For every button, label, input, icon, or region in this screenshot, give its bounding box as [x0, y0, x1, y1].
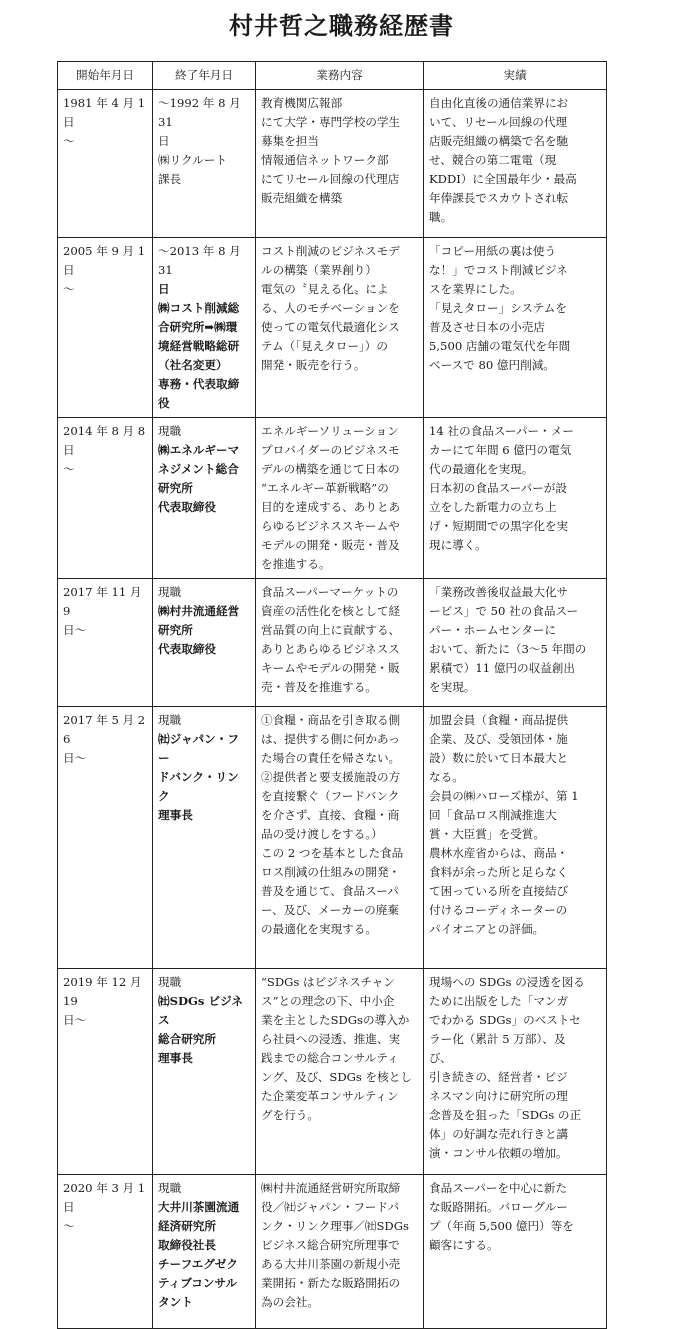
cell-line: 立をした新電力の立ち上 [429, 500, 557, 514]
header-achievements: 実績 [424, 62, 607, 90]
cell-line: た企業変革コンサルティン [261, 1089, 399, 1103]
cell-line: を直接繋ぐ（フードバンク [261, 789, 400, 803]
cell-line: ㈱コスト削減総 [158, 301, 240, 315]
cell-line: 〜 [63, 134, 75, 148]
cell-line: て困っている所を直接結び [429, 884, 569, 898]
cell-line: 日 [158, 282, 170, 296]
cell-line: ㈱村井流通経営研究所取締 [261, 1181, 401, 1195]
table-row [58, 707, 607, 969]
cell-line: いて、リセール回線の代理 [429, 115, 568, 129]
cell-line: 賞・大臣賞」を受賞。 [429, 827, 545, 841]
cell-line: ①食糧・商品を引き取る側 [261, 713, 401, 727]
cell-line: 〜 [63, 282, 75, 296]
cell-line: プ（年商 5,500 億円）等を [429, 1219, 574, 1233]
cell-line: 情報通信ネットワーク部 [261, 153, 389, 167]
achievements-cell [424, 707, 607, 969]
cell-line: グを行う。 [261, 1108, 319, 1122]
cell-line: エネルギーソリューション [261, 424, 399, 438]
cell-line: 2019 年 12 月 19 [63, 975, 146, 1008]
cell-line: ありとあらゆるビジネスス [261, 642, 400, 656]
cell-line: 電気の〝見える化〟によ [261, 282, 389, 296]
cell-line: せ、競合の第二電電（現 [429, 153, 557, 167]
cell-line: ビジネス総合研究所理事で [261, 1238, 400, 1252]
cell-line: 「見えタロー」システムを [429, 301, 567, 315]
cell-line: なる。 [429, 770, 464, 784]
cell-line: 食料が余った所と足らなく [429, 865, 569, 879]
cell-line: ルの構築（業界創り） [261, 263, 377, 277]
cell-line: 代の最適化を実現。 [429, 462, 534, 476]
work-content-cell [256, 969, 424, 1175]
start-date-cell [58, 969, 153, 1175]
cell-line: 体」の好調な売れ行きと講 [429, 1127, 569, 1141]
start-date-cell [58, 238, 153, 418]
cell-line: 日 [158, 134, 170, 148]
cell-line: 農林水産省からは、商品・ [429, 846, 569, 860]
cell-line: 目的を達成する、ありとあ [261, 500, 401, 514]
cell-line: ラー化（累計 5 万部）、及 [429, 1032, 566, 1046]
cell-line: にてリセール回線の代理店 [261, 172, 400, 186]
cell-line: を実現。 [429, 680, 476, 694]
cell-line: 14 社の食品スーパー・メー [429, 424, 574, 438]
cell-line: 現職 [158, 1181, 182, 1195]
table-row [58, 238, 607, 418]
cell-line: ネスマン向けに研究所の理 [429, 1089, 568, 1103]
cell-line: ㈳SDGs ビジネス [158, 994, 243, 1027]
cell-line: げ・短期間での黒字化を実 [429, 519, 569, 533]
cell-line: 営品質の向上に貢献する、 [261, 623, 401, 637]
end-date-cell [153, 418, 256, 579]
cell-line: 食品スーパーを中心に新た [429, 1181, 567, 1195]
cell-line: 2005 年 9 月 1 日 [63, 244, 149, 277]
end-date-cell [153, 707, 256, 969]
cell-line: 「業務改善後収益最大化サ [429, 585, 569, 599]
cell-line: 教育機関広報部 [261, 96, 343, 110]
cell-line: 付けるコーディネーターの [429, 903, 568, 917]
cell-line: ドバンク・リンク [158, 770, 239, 803]
cell-line: 研究所 [158, 481, 193, 495]
cell-line: 現場への SDGs の浸透を図る [429, 975, 585, 989]
cell-line: 研究所 [158, 623, 193, 637]
cell-line: る、人のモチベーションを [261, 301, 400, 315]
document-title: 村井哲之職務経歴書 [229, 12, 454, 40]
cell-line: ス”との理念の下、中小企 [261, 994, 395, 1008]
cell-line: 〜1992 年 8 月 31 [158, 96, 245, 129]
cell-line: は、提供する側に何かあっ [261, 732, 401, 746]
cell-line: 業開拓・新たな販路開拓の [261, 1276, 401, 1290]
cell-line: ㈱エネルギーマ [158, 443, 240, 457]
cell-line: チーフエグゼク [158, 1257, 238, 1271]
start-date-cell [58, 707, 153, 969]
cell-line: “エネルギー革新戦略”の [261, 481, 389, 495]
achievements-cell [424, 238, 607, 418]
end-date-cell [153, 238, 256, 418]
cell-line: な！」でコスト削減ビジネ [429, 263, 568, 277]
cell-line: 会員の㈱ハローズ様が、第 1 [429, 789, 579, 803]
cell-line: ために出版をした「マンガ [429, 994, 569, 1008]
cell-line: ら社員への浸透、推進、実 [261, 1032, 401, 1046]
cell-line: 理事長 [158, 808, 193, 822]
start-date-cell [58, 1175, 153, 1329]
cell-line: デルの構築を通じて日本の [261, 462, 400, 476]
table-row [58, 969, 607, 1175]
cell-line: な販路開拓。バローグルー [429, 1200, 568, 1214]
cell-line: 境経営戦略総研 [158, 339, 240, 353]
cell-line: 大井川茶園流通 [158, 1200, 240, 1214]
cell-line: 取締役社長 [158, 1238, 216, 1252]
cell-line: を介さず、直接、食糧・商 [261, 808, 400, 822]
cell-line: 売・普及を推進する。 [261, 680, 377, 694]
cell-line: 店販売組織の構築で名を馳 [429, 134, 569, 148]
table-row [58, 90, 607, 238]
cell-line: た場合の責任を帰さない。 [261, 751, 401, 765]
cell-line: 現職 [158, 975, 182, 989]
start-date-cell [58, 418, 153, 579]
cell-line: 役／㈳ジャパン・フードバ [261, 1200, 400, 1214]
cell-line: 現に導く。 [429, 538, 487, 552]
cell-line: 現職 [158, 424, 182, 438]
achievements-cell [424, 579, 607, 707]
cell-line: キームやモデルの開発・販 [261, 661, 400, 675]
cell-line: を推進する。 [261, 557, 331, 571]
work-content-cell [256, 707, 424, 969]
cell-line: 開発・販売を行う。 [261, 358, 366, 372]
cell-line: 日本初の食品スーパーが設 [429, 481, 567, 495]
cell-line: 2017 年 11 月 9 [63, 585, 146, 618]
cell-line: ー、及び、メーカーの廃棄 [261, 903, 399, 917]
cell-line: ング、及び、SDGs を核とし [261, 1070, 412, 1084]
cell-line: 回「食品ロス削減推進大 [429, 808, 557, 822]
work-content-cell [256, 90, 424, 238]
header-row [58, 62, 607, 90]
header-work-content: 業務内容 [256, 62, 424, 90]
cell-line: び、 [429, 1051, 452, 1065]
cell-line: 〜 [63, 462, 75, 476]
cell-line: 2017 年 5 月 26 [63, 713, 146, 746]
cell-line: テム（「見えタロー」）の [261, 339, 388, 353]
cell-line: 2020 年 3 月 1 日 [63, 1181, 149, 1214]
cell-line: 品の受け渡しをする。） [261, 827, 383, 841]
cell-line: ㈱村井流通経営 [158, 604, 240, 618]
cell-line: 使っての電気代最適化シス [261, 320, 400, 334]
cell-line: タント [158, 1295, 193, 1309]
cell-line: 現職 [158, 585, 182, 599]
cell-line: パー・ホームセンターに [429, 623, 557, 637]
end-date-cell [153, 579, 256, 707]
start-date-cell [58, 579, 153, 707]
cell-line: 念普及を狙った「SDGs の正 [429, 1108, 582, 1122]
cell-line: パイオニアとの評価。 [429, 922, 545, 936]
cell-line: ベースで 80 億円削減。 [429, 358, 555, 372]
work-content-cell [256, 1175, 424, 1329]
cell-line: 5,500 店舗の電気代を年間 [429, 339, 571, 353]
work-content-cell [256, 238, 424, 418]
cell-line: 1981 年 4 月 1 日 [63, 96, 149, 129]
end-date-cell [153, 969, 256, 1175]
cell-line: ロス削減の仕組みの開発・ [261, 865, 401, 879]
cell-line: 設）数に於いて日本最大と [429, 751, 569, 765]
cell-line: ㈱リクルート [158, 153, 227, 167]
cell-line: プロバイダーのビジネスモ [261, 443, 400, 457]
table-row [58, 418, 607, 579]
end-date-cell [153, 90, 256, 238]
cell-line: 理事長 [158, 1051, 193, 1065]
cell-line: モデルの開発・販売・普及 [261, 538, 400, 552]
cell-line: 為の会社。 [261, 1295, 319, 1309]
cell-line: 経済研究所 [158, 1219, 216, 1233]
cell-line: 資産の活性化を核として経 [261, 604, 401, 618]
cell-line: 募集を担当 [261, 134, 319, 148]
cell-line: にて大学・専門学校の学生 [261, 115, 401, 129]
cell-line: 践までの総合コンサルティ [261, 1051, 399, 1065]
work-content-cell [256, 418, 424, 579]
cell-line: 加盟会員（食糧・商品提供 [429, 713, 569, 727]
cell-line: コスト削減のビジネスモデ [261, 244, 400, 258]
start-date-cell [58, 90, 153, 238]
cell-line: 〜2013 年 8 月 31 [158, 244, 245, 277]
cell-line: ティブコンサル [158, 1276, 238, 1290]
cell-line: 日〜 [63, 1013, 87, 1027]
cell-line: 食品スーパーマーケットの [261, 585, 399, 599]
cell-line: この 2 つを基本とした食品 [261, 846, 404, 860]
cell-line: 年俸課長でスカウトされ転 [429, 191, 569, 205]
cell-line: 2014 年 8 月 8 日 [63, 424, 149, 457]
cell-line: 職。 [429, 210, 453, 224]
cell-line: ービス」で 50 社の食品スー [429, 604, 579, 618]
cell-line: 企業、及び、受領団体・施 [429, 732, 568, 746]
header-start-date: 開始年月日 [58, 62, 153, 90]
cell-line: 総合研究所 [158, 1032, 216, 1046]
cell-line: ②提供者と要支援施設の方 [261, 770, 401, 784]
cell-line: 課長 [158, 172, 182, 186]
cell-line: “SDGs はビジネスチャン [261, 975, 395, 989]
table-row [58, 579, 607, 707]
cell-line: カーにて年間 6 億円の電気 [429, 443, 572, 457]
cell-line: の最適化を実現する。 [261, 922, 377, 936]
achievements-cell [424, 969, 607, 1175]
cell-line: ㈳ジャパン・フー [158, 732, 239, 765]
cell-line: 〜 [63, 1219, 75, 1233]
header-end-date: 終了年月日 [153, 62, 256, 90]
cell-line: 演・コンサル依頼の増加。 [429, 1146, 568, 1160]
cell-line: らゆるビジネススキームや [261, 519, 400, 533]
cell-line: 専務・代表取締役 [158, 377, 240, 410]
cell-line: 普及を通じて、食品スーパ [261, 884, 399, 898]
cell-line: 顧客にする。 [429, 1238, 499, 1252]
cell-line: 自由化直後の通信業界にお [429, 96, 569, 110]
cell-line: （社名変更） [158, 358, 228, 372]
cell-line: 業を主としたSDGsの導入か [261, 1013, 410, 1027]
cell-line: 代表取締役 [158, 642, 216, 656]
cell-line: 現職 [158, 713, 182, 727]
achievements-cell [424, 1175, 607, 1329]
cell-line: ある大井川茶園の新規小売 [261, 1257, 401, 1271]
cell-line: 代表取締役 [158, 500, 216, 514]
cell-line: ンク・リンク理事／㈳SDGs [261, 1219, 409, 1233]
cell-line: 引き続きの、経営者・ビジ [429, 1070, 568, 1084]
cell-line: 合研究所➡㈱環 [158, 320, 238, 334]
cell-line: スを業界にした。 [429, 282, 522, 296]
cell-line: おいて、新たに（3〜5 年間の [429, 642, 587, 656]
end-date-cell [153, 1175, 256, 1329]
cell-line: ネジメント総合 [158, 462, 239, 476]
work-content-cell [256, 579, 424, 707]
career-table [57, 61, 607, 1329]
cell-line: 累積で）11 億円の収益創出 [429, 661, 575, 675]
cell-line: KDDI）に全国最年少・最高 [429, 172, 577, 186]
cell-line: 販売組織を構築 [261, 191, 343, 205]
cell-line: でわかる SDGs」のベストセ [429, 1013, 581, 1027]
achievements-cell [424, 90, 607, 238]
cell-line: 日〜 [63, 751, 87, 765]
achievements-cell [424, 418, 607, 579]
cell-line: 「コピー用紙の裏は使う [429, 244, 557, 258]
cell-line: 日〜 [63, 623, 87, 637]
table-row [58, 1175, 607, 1329]
cell-line: 普及させ日本の小売店 [429, 320, 545, 334]
